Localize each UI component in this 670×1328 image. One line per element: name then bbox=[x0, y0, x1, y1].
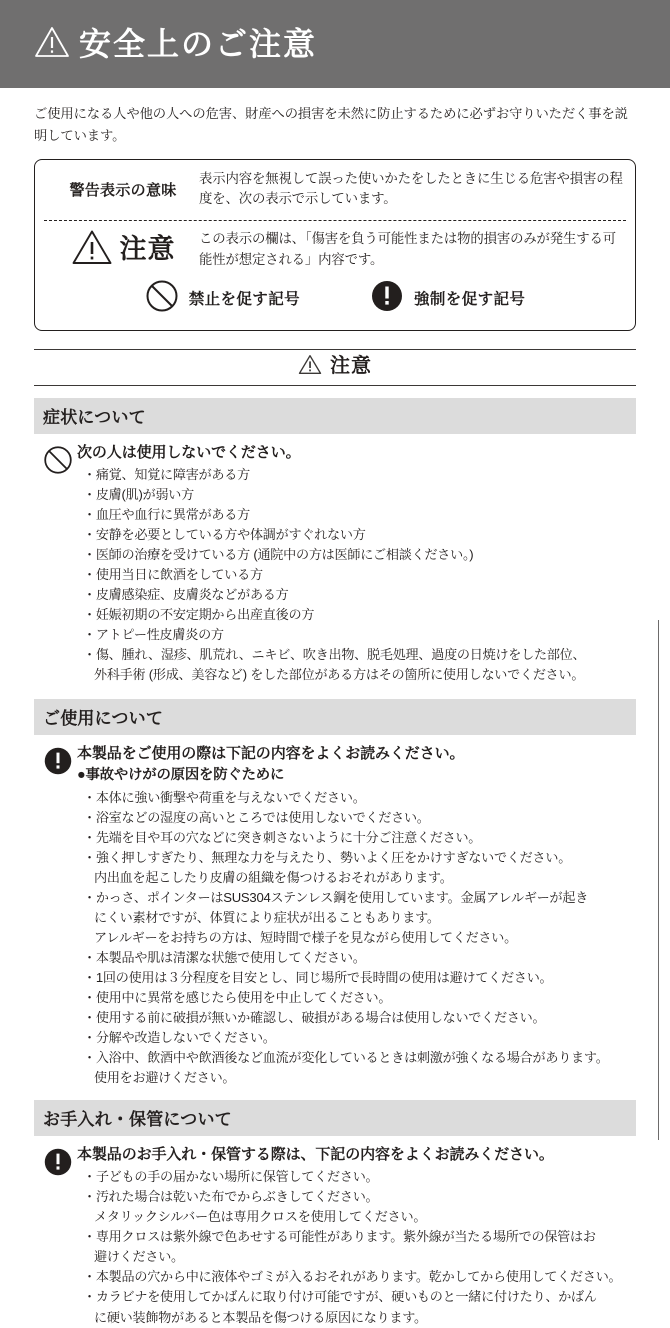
list-item: ・先端を目や耳の穴などに突き刺さないように十分ご注意ください。 bbox=[83, 829, 482, 845]
symbol-legend-mandatory bbox=[370, 279, 525, 318]
list-item: ・痛覚、知覚に障害がある方 bbox=[83, 466, 250, 482]
section-title-usage: 本製品をご使用の際は下記の内容をよくお読みください。 bbox=[77, 745, 465, 763]
section-title-care: 本製品のお手入れ・保管する際は、下記の内容をよくお読みください。 bbox=[77, 1146, 554, 1164]
section-heading-symptoms: 症状について bbox=[34, 398, 636, 434]
list-item: ・浴室などの湿度の高いところでは使用しないでください。 bbox=[83, 809, 430, 825]
caution-symbol-group bbox=[47, 229, 199, 271]
caution-banner bbox=[34, 349, 636, 386]
symbol-legend-mandatory-label: 強制を促す記号 bbox=[414, 291, 526, 309]
list-item: ・安静を必要としている方や体調がすぐれない方 bbox=[83, 526, 366, 542]
symbol-legend-prohibition-label: 禁止を促す記号 bbox=[188, 291, 300, 309]
list-item: ・皮膚感染症、皮膚炎などがある方 bbox=[83, 587, 289, 603]
list-item: ・本体に強い衝撃や荷重を与えないでください。 bbox=[83, 789, 366, 805]
prohibition-icon bbox=[145, 279, 179, 318]
bullet-list-care bbox=[77, 1167, 636, 1327]
list-item: ・使用当日に飲酒をしている方 bbox=[83, 566, 263, 582]
section-heading-usage: ご使用について bbox=[34, 699, 636, 735]
list-item: ・医師の治療を受けている方 (通院中の方は医師にご相談ください。) bbox=[83, 546, 474, 562]
warning-triangle-icon bbox=[298, 354, 322, 380]
list-item: ・入浴中、飲酒中や飲酒後など血流が変化しているときは刺激が強くなる場合があります。 使用をお避けください。 bbox=[83, 1049, 609, 1086]
warning-triangle-icon bbox=[34, 26, 70, 63]
prohibition-icon bbox=[43, 443, 73, 686]
caution-meaning-description: この表示の欄は、「傷害を負う可能性または物的損害のみが発生する可能性が想定される」内容です。 bbox=[199, 231, 616, 267]
list-item: ・本製品の穴から中に液体やゴミが入るおそれがあります。乾かしてから使用してください。 bbox=[83, 1269, 622, 1285]
caution-meaning-row bbox=[35, 221, 635, 275]
caution-banner-label: 注意 bbox=[330, 355, 372, 378]
mandatory-exclamation-icon bbox=[370, 279, 404, 318]
section-title-symptoms: 次の人は使用しないでください。 bbox=[77, 443, 301, 461]
list-item: ・強く押しすぎたり、無理な力を与えたり、勢いよく圧をかけすぎないでください。 内出血を起こしたり皮膚の組織を傷つけるおそれがあります。 bbox=[83, 849, 572, 885]
list-item: ・子どもの手の届かない場所に保管してください。 bbox=[83, 1169, 379, 1185]
section-block-usage bbox=[34, 744, 636, 1088]
page-title: 安全上のご注意 bbox=[79, 26, 318, 62]
list-item: ・分解や改造しないでください。 bbox=[83, 1029, 276, 1045]
page-header-inner bbox=[34, 26, 317, 63]
warning-meaning-label: 警告表示の意味 bbox=[69, 181, 177, 199]
list-item: ・アトピー性皮膚炎の方 bbox=[83, 627, 224, 643]
section-block-care bbox=[34, 1145, 636, 1328]
list-item: ・使用する前に破損が無いか確認し、破損がある場合は使用しないでください。 bbox=[83, 1009, 546, 1025]
list-item: ・傷、腫れ、湿疹、肌荒れ、ニキビ、吹き出物、脱毛処理、過度の日焼けをした部位、 外科手術 (形成、美容など) をした部位がある方はその箇所に使用しないでください。 bbox=[83, 647, 586, 683]
warning-meaning-description: 表示内容を無視して誤った使いかたをしたときに生じる危害や損害の程度を、次の表示で示しています。 bbox=[199, 171, 623, 207]
caution-word: 注意 bbox=[119, 234, 176, 265]
list-item: ・かっさ、ポインターはSUS304ステンレス鋼を使用しています。金属アレルギーが起き にくい素材ですが、体質により症状が出ることもあります。 アレルギーをお持ちの方は、短時間で様子を見ながら使用してください。 bbox=[83, 889, 589, 945]
bullet-list-usage bbox=[77, 788, 636, 1088]
section-subtitle-usage: ●事故やけがの原因を防ぐために bbox=[77, 767, 285, 784]
mandatory-exclamation-icon bbox=[43, 744, 73, 1088]
intro-paragraph: ご使用になる人や他の人への危害、財産への損害を未然に防止するために必ずお守りいただく事を説明しています。 bbox=[34, 106, 628, 143]
warning-meaning-box bbox=[34, 159, 636, 330]
list-item: ・妊娠初期の不安定期から出産直後の方 bbox=[83, 607, 315, 623]
section-block-symptoms bbox=[34, 443, 636, 686]
page-header bbox=[0, 0, 670, 88]
warning-triangle-icon bbox=[71, 229, 113, 271]
list-item: ・本製品や肌は清潔な状態で使用してください。 bbox=[83, 949, 366, 965]
symbol-legend-row bbox=[35, 275, 635, 330]
list-item: ・皮膚(肌)が弱い方 bbox=[83, 486, 194, 502]
list-item: ・汚れた場合は乾いた布でからぶきしてください。 メタリックシルバー色は専用クロスを使用してください。 bbox=[83, 1189, 427, 1225]
list-item: ・血圧や血行に異常がある方 bbox=[83, 506, 250, 522]
mandatory-exclamation-icon bbox=[43, 1145, 73, 1328]
section-heading-care: お手入れ・保管について bbox=[34, 1100, 636, 1136]
section-body-care bbox=[73, 1145, 636, 1328]
page-edge-artifact bbox=[658, 620, 659, 1140]
list-item: ・専用クロスは紫外線で色あせする可能性があります。紫外線が当たる場所での保管はお 避けください。 bbox=[83, 1229, 596, 1265]
page-content bbox=[0, 103, 670, 1328]
list-item: ・使用中に異常を感じたら使用を中止してください。 bbox=[83, 989, 392, 1005]
section-body-symptoms bbox=[73, 443, 636, 686]
bullet-list-symptoms bbox=[77, 465, 636, 685]
list-item: ・1回の使用は３分程度を目安とし、同じ場所で長時間の使用は避けてください。 bbox=[83, 969, 553, 985]
symbol-legend-prohibition bbox=[145, 279, 300, 318]
section-body-usage bbox=[73, 744, 636, 1088]
list-item: ・カラビナを使用してかばんに取り付け可能ですが、硬いものと一緒に付けたり、かばん に硬い装飾物があると本製品を傷つける原因になります。 bbox=[83, 1289, 597, 1325]
warning-meaning-row bbox=[35, 160, 635, 219]
